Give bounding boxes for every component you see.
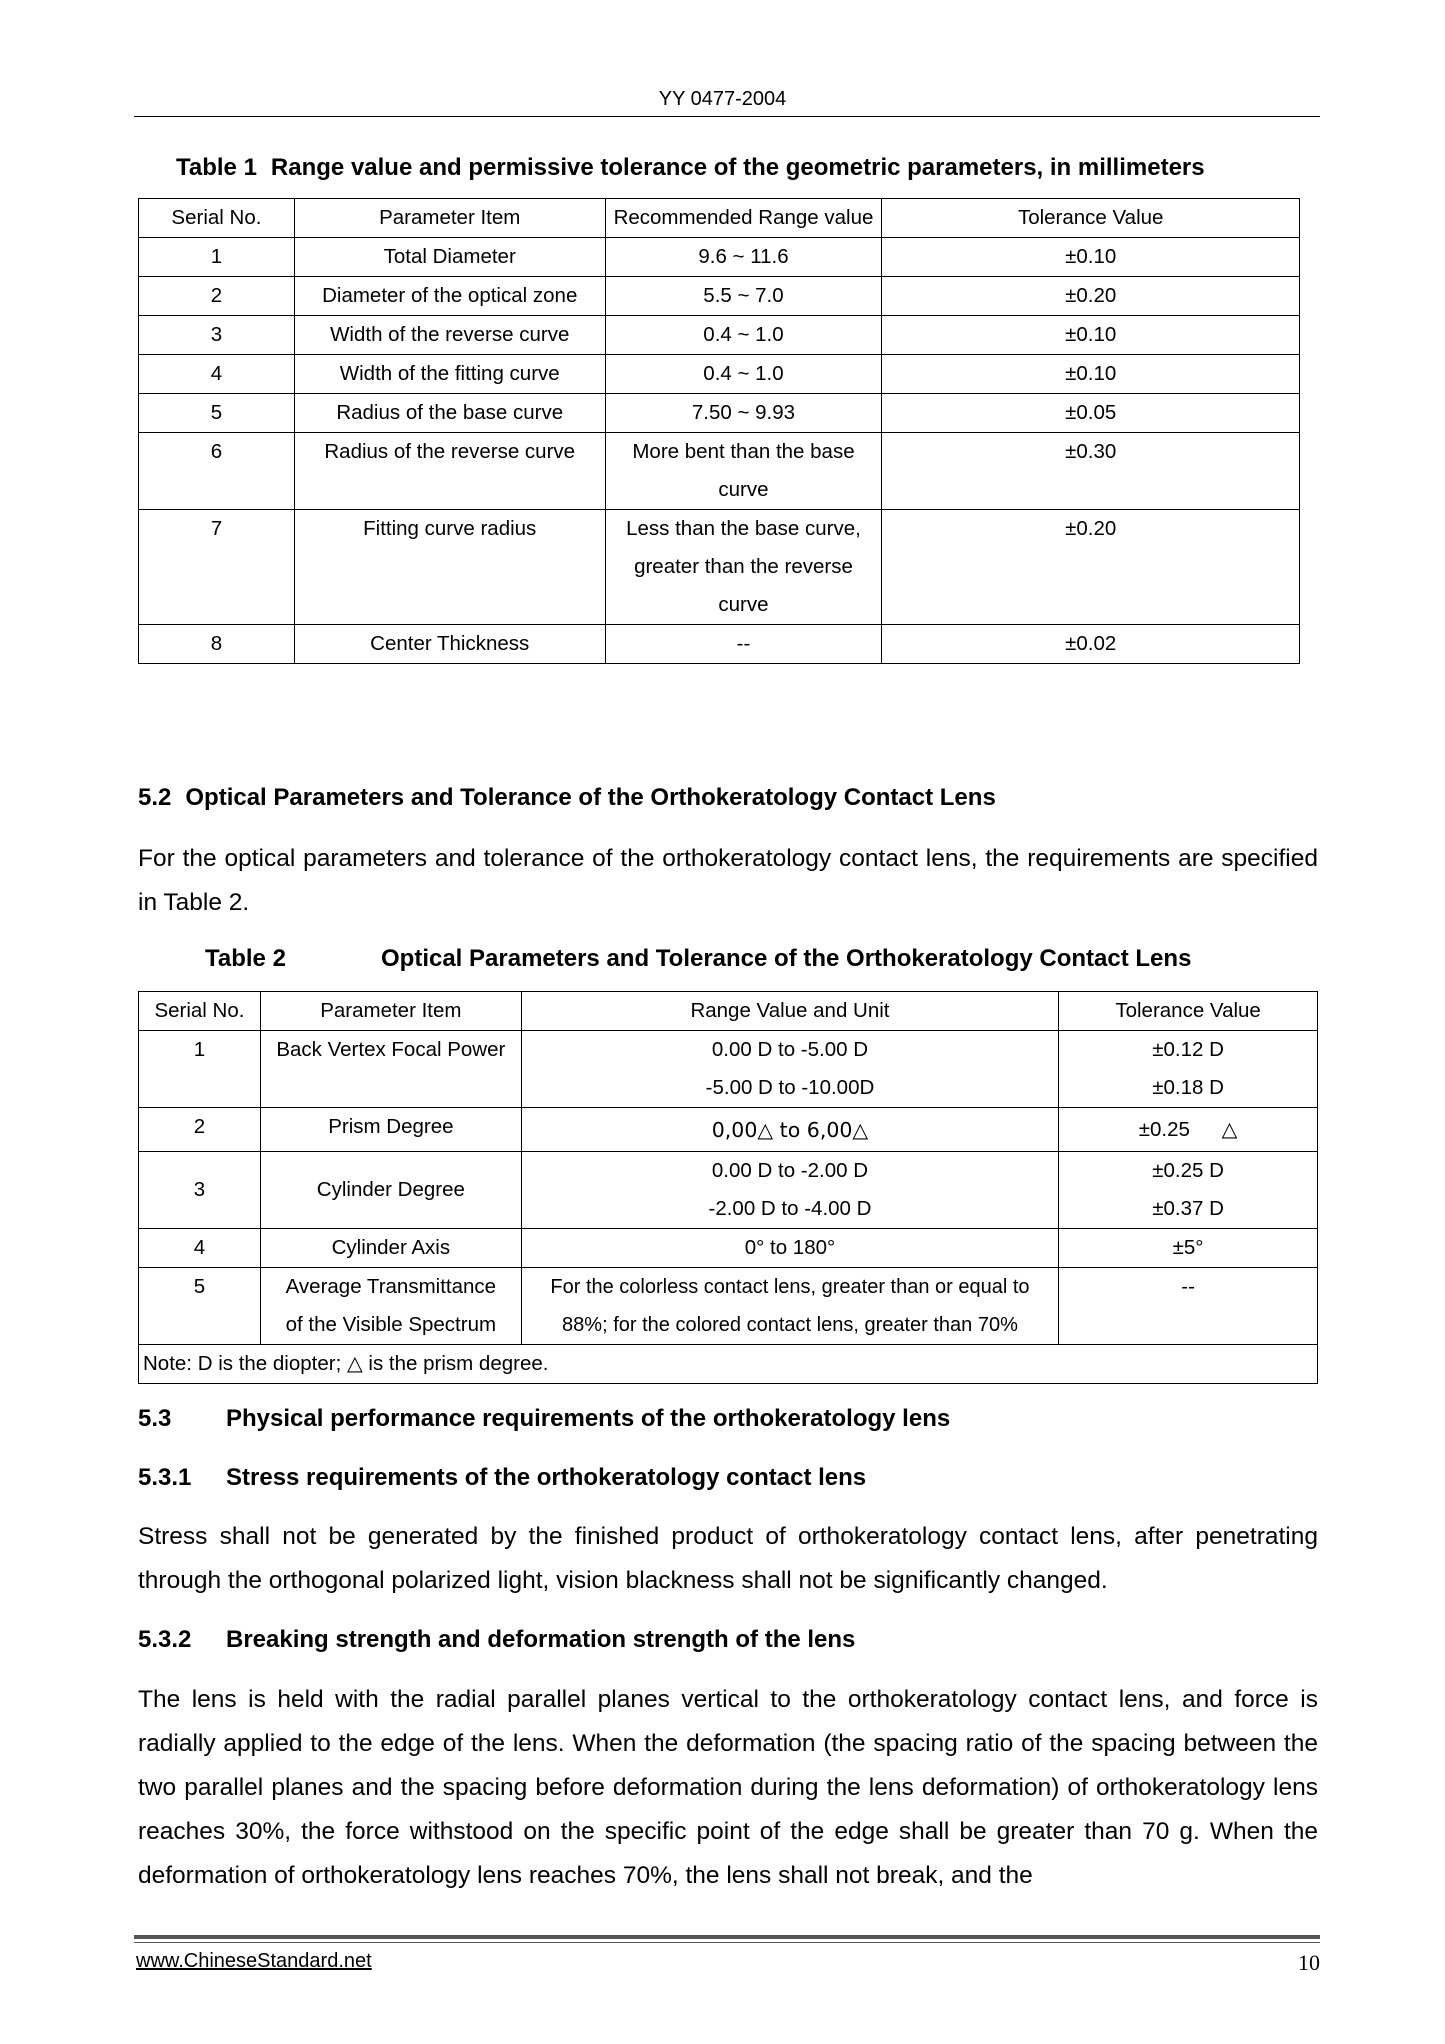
- header-rule: [134, 116, 1320, 117]
- cell-range: [521, 1031, 1058, 1108]
- table-row: [139, 510, 1300, 625]
- cell-serial: 1: [139, 238, 295, 277]
- cell-range: Less than the base curve, greater than the reverse curve: [605, 510, 882, 625]
- table-row: [139, 238, 1300, 277]
- cell-serial: 7: [139, 510, 295, 625]
- cell-range: [521, 1268, 1058, 1345]
- section-number: 5.3.1: [138, 1464, 192, 1491]
- column-header: Parameter Item: [260, 992, 521, 1031]
- tolerance-line: ±0.37 D: [1152, 1197, 1224, 1220]
- table-row: [139, 1268, 1318, 1345]
- cell-tolerance: ±0.10: [882, 238, 1300, 277]
- section-5-2-heading: [138, 784, 996, 812]
- cell-serial: 1: [139, 1031, 261, 1108]
- range-line: 0.00 D to -5.00 D: [711, 1038, 869, 1061]
- tolerance-value: ±0.25: [1138, 1118, 1190, 1141]
- section-number: 5.3: [138, 1405, 172, 1432]
- section-title: Breaking strength and deformation strength of the lens: [226, 1626, 856, 1653]
- range-line: -2.00 D to -4.00 D: [708, 1197, 872, 1220]
- section-5-3-1-heading: [138, 1464, 866, 1492]
- cell-tolerance: ±0.10: [882, 355, 1300, 394]
- table-row: [139, 625, 1300, 664]
- cell-parameter: Radius of the reverse curve: [294, 433, 605, 510]
- table-note-row: [139, 1345, 1318, 1384]
- cell-parameter: Width of the fitting curve: [294, 355, 605, 394]
- cell-serial: 5: [139, 394, 295, 433]
- cell-range: [521, 1152, 1058, 1229]
- cell-parameter: Cylinder Axis: [260, 1229, 521, 1268]
- column-header: Recommended Range value: [605, 199, 882, 238]
- table-row: [139, 394, 1300, 433]
- column-header: Serial No.: [139, 199, 295, 238]
- column-header: Tolerance Value: [882, 199, 1300, 238]
- cell-serial: 6: [139, 433, 295, 510]
- column-header: Range Value and Unit: [521, 992, 1058, 1031]
- cell-range: 0,00△ to 6,00△: [521, 1108, 1058, 1152]
- cell-parameter: Center Thickness: [294, 625, 605, 664]
- range-line: 0.00 D to -2.00 D: [711, 1159, 869, 1182]
- section-title: Stress requirements of the orthokeratology contact lens: [226, 1464, 867, 1491]
- cell-tolerance: ±0.20: [882, 277, 1300, 316]
- cell-tolerance: ±0.20: [882, 510, 1300, 625]
- cell-tolerance: ±0.05: [882, 394, 1300, 433]
- cell-parameter: Cylinder Degree: [260, 1152, 521, 1229]
- prism-degree-symbol: △: [1221, 1117, 1238, 1141]
- table-row: [139, 1152, 1318, 1229]
- footer-website-link[interactable]: www.ChineseStandard.net: [136, 1950, 372, 1972]
- footer-rule: [134, 1935, 1320, 1939]
- cell-parameter: Radius of the base curve: [294, 394, 605, 433]
- section-number: 5.2: [138, 784, 172, 811]
- cell-parameter: Fitting curve radius: [294, 510, 605, 625]
- page-number: 10: [1298, 1950, 1320, 1975]
- cell-serial: 8: [139, 625, 295, 664]
- table-header-row: [139, 199, 1300, 238]
- table-row: [139, 1229, 1318, 1268]
- section-5-3-1-body: Stress shall not be generated by the finished product of orthokeratology contact lens, after penetrating through the orthogonal polarized light, vision blackness shall not be significantly changed.: [138, 1523, 1318, 1594]
- cell-range: 5.5 ~ 7.0: [605, 277, 882, 316]
- section-5-3-2-body: The lens is held with the radial parallel planes vertical to the orthokeratology contact lens, and force is radially applied to the edge of the lens. When the deformation (the spacing ratio of the spacing between the two parallel planes and the spacing before deformation during the lens deformation) of orthokeratology lens reaches 30%, the force withstood on the specific point of the edge shall be greater than 70 g. When the deformation of orthokeratology lens reaches 70%, the lens shall not break, and the: [138, 1686, 1318, 1889]
- footer-rule: [134, 1942, 1320, 1943]
- cell-range: More bent than the base curve: [605, 433, 882, 510]
- table-row: [139, 1031, 1318, 1108]
- cell-parameter: Total Diameter: [294, 238, 605, 277]
- table-row: [139, 1108, 1318, 1152]
- cell-tolerance: ±0.02: [882, 625, 1300, 664]
- cell-tolerance: [1059, 1031, 1318, 1108]
- cell-range: 0.4 ~ 1.0: [605, 316, 882, 355]
- cell-tolerance: ±5°: [1059, 1229, 1318, 1268]
- cell-range: --: [605, 625, 882, 664]
- section-title: Physical performance requirements of the orthokeratology lens: [226, 1405, 951, 1432]
- parameter-line: Average Transmittance: [285, 1275, 497, 1298]
- cell-parameter: Diameter of the optical zone: [294, 277, 605, 316]
- range-line: 88%; for the colored contact lens, greater than 70%: [562, 1314, 1018, 1336]
- cell-range: 0.4 ~ 1.0: [605, 355, 882, 394]
- tolerance-line: ±0.18 D: [1152, 1076, 1224, 1099]
- table-row: [139, 355, 1300, 394]
- column-header: Parameter Item: [294, 199, 605, 238]
- cell-tolerance: ±0.30: [882, 433, 1300, 510]
- table-header-row: [139, 992, 1318, 1031]
- cell-range: 9.6 ~ 11.6: [605, 238, 882, 277]
- section-title: Optical Parameters and Tolerance of the Orthokeratology Contact Lens: [185, 784, 996, 811]
- cell-tolerance: [1059, 1152, 1318, 1229]
- tolerance-line: ±0.25 D: [1152, 1159, 1224, 1182]
- cell-serial: 5: [139, 1268, 261, 1345]
- column-header: Tolerance Value: [1059, 992, 1318, 1031]
- section-5-3-heading: [138, 1405, 950, 1433]
- section-5-3-2-heading: [138, 1626, 855, 1654]
- table1-label: Table 1: [176, 154, 257, 181]
- column-header: Serial No.: [139, 992, 261, 1031]
- cell-range: 0° to 180°: [521, 1229, 1058, 1268]
- table1: [138, 198, 1300, 664]
- cell-parameter: Back Vertex Focal Power: [260, 1031, 521, 1108]
- table2-caption: [205, 945, 1191, 973]
- cell-serial: 2: [139, 277, 295, 316]
- tolerance-line: ±0.12 D: [1152, 1038, 1224, 1061]
- section-number: 5.3.2: [138, 1626, 192, 1653]
- range-line: -5.00 D to -10.00D: [705, 1076, 875, 1099]
- table2-note: Note: D is the diopter; △ is the prism degree.: [139, 1345, 1318, 1384]
- cell-tolerance: --: [1059, 1268, 1318, 1345]
- cell-parameter: Prism Degree: [260, 1108, 521, 1152]
- cell-range: 7.50 ~ 9.93: [605, 394, 882, 433]
- table2-label: Table 2: [205, 945, 286, 972]
- section-5-2-body: For the optical parameters and tolerance of the orthokeratology contact lens, the requirements are specified in Table 2.: [138, 845, 1318, 916]
- table-row: [139, 277, 1300, 316]
- cell-serial: 4: [139, 1229, 261, 1268]
- parameter-line: of the Visible Spectrum: [285, 1313, 497, 1336]
- cell-serial: 3: [139, 316, 295, 355]
- cell-tolerance: ±0.10: [882, 316, 1300, 355]
- cell-parameter: [260, 1268, 521, 1345]
- table2: [138, 991, 1318, 1384]
- cell-parameter: Width of the reverse curve: [294, 316, 605, 355]
- table1-caption: [176, 154, 1205, 182]
- table-row: [139, 433, 1300, 510]
- table2-title: Optical Parameters and Tolerance of the Orthokeratology Contact Lens: [381, 945, 1192, 972]
- cell-serial: 3: [139, 1152, 261, 1229]
- cell-tolerance: [1059, 1108, 1318, 1152]
- table1-title: Range value and permissive tolerance of the geometric parameters, in millimeters: [270, 154, 1205, 181]
- cell-serial: 2: [139, 1108, 261, 1152]
- table-row: [139, 316, 1300, 355]
- range-line: For the colorless contact lens, greater than or equal to: [550, 1276, 1030, 1298]
- cell-serial: 4: [139, 355, 295, 394]
- document-id: YY 0477-2004: [658, 88, 787, 110]
